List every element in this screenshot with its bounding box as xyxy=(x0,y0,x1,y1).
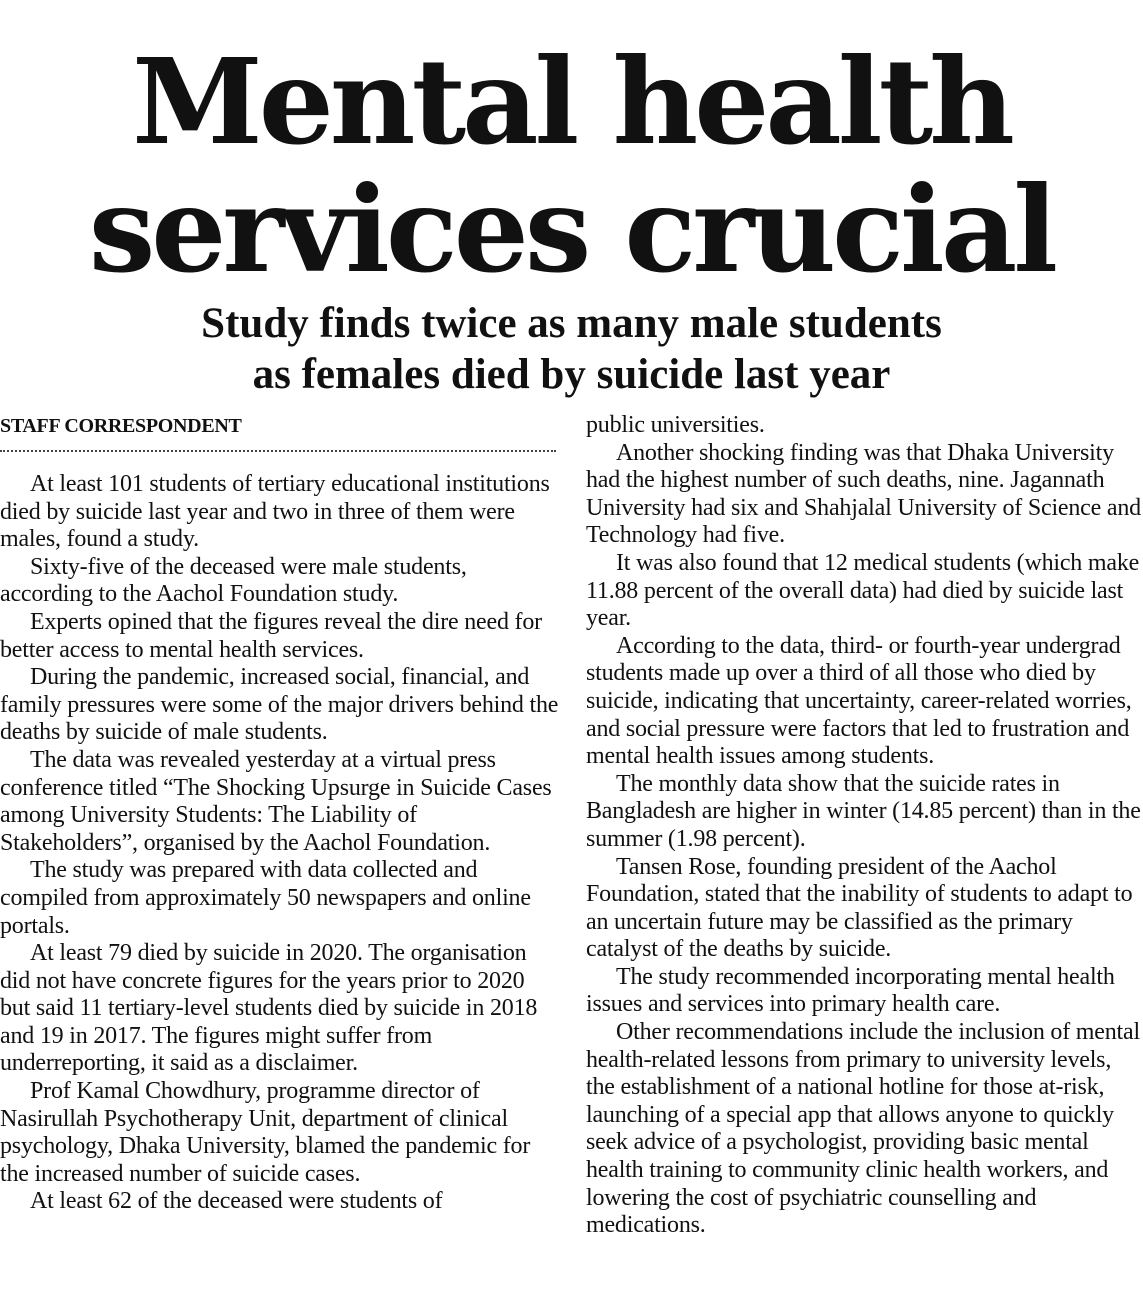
paragraph-continuation: public universities. xyxy=(586,412,765,438)
paragraph: Experts opined that the figures reveal the dire need for better access to mental health services. xyxy=(0,608,542,663)
byline: STAFF CORRESPONDENT xyxy=(0,415,242,437)
subheadline-line-2: as females died by suicide last year xyxy=(252,351,891,398)
headline xyxy=(0,32,1143,299)
paragraph: During the pandemic, increased social, financial, and family pressures were some of the major drivers behind the deaths by suicide of male students. xyxy=(0,664,559,746)
paragraph: Other recommendations include the inclusion of mental health-related lessons from primary to university levels, the establishment of a national hotline for those at-risk, launching of a special app that allows anyone to quickly seek advice of a psychologist, providing basic mental health training to community clinic health workers, and lowering the cost of psychiatric counselling and medications. xyxy=(586,1019,1140,1239)
subheadline-line-1: Study finds twice as many male students xyxy=(201,300,942,347)
left-column xyxy=(0,471,560,1216)
paragraph: Prof Kamal Chowdhury, programme director of Nasirullah Psychotherapy Unit, department of clinical psychology, Dhaka University, blamed the pandemic for the increased number of suicide cases. xyxy=(0,1078,531,1187)
paragraph: The study recommended incorporating mental health issues and services into primary health care. xyxy=(586,963,1115,1018)
byline-divider xyxy=(0,450,556,452)
paragraph: It was also found that 12 medical students (which make 11.88 percent of the overall data) had died by suicide last year. xyxy=(586,549,1140,632)
subheadline xyxy=(0,298,1143,400)
headline-line-2: services crucial xyxy=(88,160,1055,299)
headline-line-1: Mental health xyxy=(132,32,1011,171)
paragraph: The monthly data show that the suicide rates in Bangladesh are higher in winter (14.85 percent) than in the summer (1.98 percent). xyxy=(586,770,1141,852)
paragraph: Sixty-five of the deceased were male students, according to the Aachol Foundation study. xyxy=(0,553,467,608)
paragraph: According to the data, third- or fourth-year undergrad students made up over a third of all those who died by suicide, indicating that uncertainty, career-related worries, and social pressure were factors that led to frustration and mental health issues among students. xyxy=(586,632,1132,770)
right-column xyxy=(586,412,1143,1240)
paragraph: At least 79 died by suicide in 2020. The organisation did not have concrete figures for the years prior to 2020 but said 11 tertiary-level students died by suicide in 2018 and 19 in 2017. The figures might suffer from underreporting, it said as a disclaimer. xyxy=(0,940,538,1077)
paragraph: At least 62 of the deceased were students of xyxy=(30,1188,443,1215)
paragraph: The study was prepared with data collected and compiled from approximately 50 newspapers and online portals. xyxy=(0,857,531,939)
paragraph: At least 101 students of tertiary educational institutions died by suicide last year and two in three of them were males, found a study. xyxy=(0,471,550,553)
paragraph: The data was revealed yesterday at a virtual press conference titled “The Shocking Upsurge in Suicide Cases among University Students: The Liability of Stakeholders”, organised by the Aachol Foundation. xyxy=(0,746,552,856)
paragraph: Tansen Rose, founding president of the Aachol Foundation, stated that the inability of students to adapt to an uncertain future may be classified as the primary catalyst of the deaths by suicide. xyxy=(586,853,1133,963)
paragraph: Another shocking finding was that Dhaka University had the highest number of such deaths, nine. Jagannath University had six and Shahjalal University of Science and Technology had five. xyxy=(586,439,1141,549)
